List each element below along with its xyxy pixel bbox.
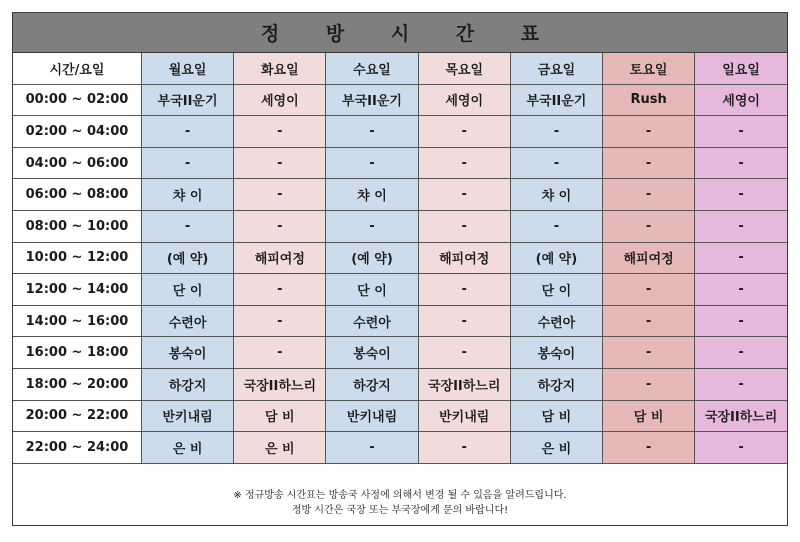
schedule-cell-sun: - — [695, 432, 787, 464]
time-column-header: 시간/요일 — [13, 53, 142, 84]
notice-line: 정방 시간은 국장 또는 부국장에게 문의 바랍니다! — [291, 504, 509, 516]
schedule-frame — [12, 12, 788, 526]
schedule-cell-fri: - — [510, 147, 602, 179]
schedule-cell-sun: 세영이 — [695, 84, 787, 116]
time-slot-cell: 02:00 ~ 04:00 — [13, 116, 142, 148]
table-row — [13, 305, 787, 337]
notice — [13, 480, 787, 525]
schedule-cell-thu: - — [418, 305, 510, 337]
schedule-cell-sat: - — [603, 116, 695, 148]
schedule-cell-mon: - — [142, 147, 234, 179]
schedule-cell-thu: - — [418, 147, 510, 179]
schedule-cell-sun: - — [695, 337, 787, 369]
schedule-cell-sat: 해피여정 — [603, 242, 695, 274]
schedule-cell-tue: - — [234, 210, 326, 242]
schedule-cell-thu: 세영이 — [418, 84, 510, 116]
schedule-cell-sun: - — [695, 274, 787, 306]
table-row — [13, 147, 787, 179]
schedule-cell-wed: 부국II운기 — [326, 84, 418, 116]
schedule-cell-mon: - — [142, 116, 234, 148]
schedule-cell-fri: 하강지 — [510, 368, 602, 400]
schedule-cell-sat: - — [603, 179, 695, 211]
time-slot-cell: 12:00 ~ 14:00 — [13, 274, 142, 306]
schedule-cell-thu: - — [418, 210, 510, 242]
schedule-cell-sun: - — [695, 242, 787, 274]
schedule-cell-tue: 담 비 — [234, 400, 326, 432]
schedule-cell-sat: - — [603, 368, 695, 400]
time-slot-cell: 20:00 ~ 22:00 — [13, 400, 142, 432]
schedule-cell-sun: - — [695, 210, 787, 242]
time-slot-cell: 14:00 ~ 16:00 — [13, 305, 142, 337]
time-slot-cell: 08:00 ~ 10:00 — [13, 210, 142, 242]
schedule-cell-mon: 부국II운기 — [142, 84, 234, 116]
schedule-cell-wed: 하강지 — [326, 368, 418, 400]
table-row — [13, 84, 787, 116]
schedule-cell-wed: 반키내림 — [326, 400, 418, 432]
time-slot-cell: 10:00 ~ 12:00 — [13, 242, 142, 274]
header-row — [13, 53, 787, 84]
table-row — [13, 432, 787, 464]
table-row — [13, 274, 787, 306]
schedule-cell-tue: - — [234, 305, 326, 337]
schedule-cell-tue: - — [234, 116, 326, 148]
schedule-cell-wed: 단 이 — [326, 274, 418, 306]
schedule-cell-mon: 봉숙이 — [142, 337, 234, 369]
day-header-sun: 일요일 — [695, 53, 787, 84]
time-slot-cell: 04:00 ~ 06:00 — [13, 147, 142, 179]
schedule-cell-wed: (예 약) — [326, 242, 418, 274]
schedule-cell-thu: - — [418, 116, 510, 148]
schedule-cell-thu: - — [418, 432, 510, 464]
time-slot-cell: 16:00 ~ 18:00 — [13, 337, 142, 369]
schedule-cell-tue: - — [234, 274, 326, 306]
schedule-cell-mon: - — [142, 210, 234, 242]
time-slot-cell: 06:00 ~ 08:00 — [13, 179, 142, 211]
schedule-table — [13, 53, 787, 464]
schedule-cell-mon: 챠 이 — [142, 179, 234, 211]
schedule-cell-sat: - — [603, 210, 695, 242]
schedule-cell-sat: - — [603, 432, 695, 464]
schedule-cell-tue: - — [234, 337, 326, 369]
schedule-cell-sun: - — [695, 368, 787, 400]
notice-line: ※ 정규방송 시간표는 방송국 사정에 의해서 변경 될 수 있음을 알려드립니다. — [233, 489, 567, 501]
schedule-cell-thu: 국장II하느리 — [418, 368, 510, 400]
time-slot-cell: 22:00 ~ 24:00 — [13, 432, 142, 464]
schedule-cell-tue: 국장II하느리 — [234, 368, 326, 400]
schedule-cell-tue: 세영이 — [234, 84, 326, 116]
schedule-cell-fri: (예 약) — [510, 242, 602, 274]
schedule-cell-fri: 챠 이 — [510, 179, 602, 211]
schedule-cell-thu: - — [418, 179, 510, 211]
schedule-cell-sun: - — [695, 305, 787, 337]
day-header-mon: 월요일 — [142, 53, 234, 84]
schedule-cell-wed: - — [326, 147, 418, 179]
schedule-cell-mon: 수련아 — [142, 305, 234, 337]
schedule-cell-tue: - — [234, 179, 326, 211]
schedule-cell-mon: (예 약) — [142, 242, 234, 274]
schedule-cell-sat: - — [603, 337, 695, 369]
schedule-cell-thu: - — [418, 337, 510, 369]
schedule-body — [13, 84, 787, 463]
schedule-cell-mon: 은 비 — [142, 432, 234, 464]
table-row — [13, 368, 787, 400]
schedule-cell-thu: 해피여정 — [418, 242, 510, 274]
schedule-cell-wed: - — [326, 210, 418, 242]
table-row — [13, 116, 787, 148]
day-header-sat: 토요일 — [603, 53, 695, 84]
schedule-cell-wed: - — [326, 116, 418, 148]
time-slot-cell: 00:00 ~ 02:00 — [13, 84, 142, 116]
schedule-cell-fri: 봉숙이 — [510, 337, 602, 369]
schedule-cell-wed: 수련아 — [326, 305, 418, 337]
schedule-cell-wed: 봉숙이 — [326, 337, 418, 369]
schedule-cell-tue: 해피여정 — [234, 242, 326, 274]
table-row — [13, 210, 787, 242]
schedule-cell-sun: - — [695, 147, 787, 179]
day-header-thu: 목요일 — [418, 53, 510, 84]
schedule-cell-thu: 반키내림 — [418, 400, 510, 432]
day-header-tue: 화요일 — [234, 53, 326, 84]
schedule-cell-fri: - — [510, 116, 602, 148]
title-bar — [13, 13, 787, 53]
schedule-cell-fri: 담 비 — [510, 400, 602, 432]
schedule-cell-fri: 은 비 — [510, 432, 602, 464]
time-slot-cell: 18:00 ~ 20:00 — [13, 368, 142, 400]
table-row — [13, 400, 787, 432]
page-title: 정 방 시 간 표 — [260, 23, 560, 45]
schedule-cell-sun: 국장II하느리 — [695, 400, 787, 432]
schedule-cell-sun: - — [695, 116, 787, 148]
schedule-cell-wed: - — [326, 432, 418, 464]
table-row — [13, 179, 787, 211]
schedule-cell-tue: 은 비 — [234, 432, 326, 464]
schedule-cell-sat: - — [603, 274, 695, 306]
schedule-cell-mon: 반키내림 — [142, 400, 234, 432]
schedule-cell-sat: - — [603, 147, 695, 179]
schedule-cell-tue: - — [234, 147, 326, 179]
schedule-cell-fri: 수련아 — [510, 305, 602, 337]
schedule-cell-sat: Rush — [603, 84, 695, 116]
schedule-cell-fri: 단 이 — [510, 274, 602, 306]
schedule-cell-sun: - — [695, 179, 787, 211]
day-header-fri: 금요일 — [510, 53, 602, 84]
schedule-cell-sat: 담 비 — [603, 400, 695, 432]
schedule-cell-mon: 하강지 — [142, 368, 234, 400]
table-row — [13, 337, 787, 369]
schedule-cell-mon: 단 이 — [142, 274, 234, 306]
schedule-cell-sat: - — [603, 305, 695, 337]
day-header-wed: 수요일 — [326, 53, 418, 84]
schedule-cell-thu: - — [418, 274, 510, 306]
schedule-cell-fri: - — [510, 210, 602, 242]
schedule-cell-fri: 부국II운기 — [510, 84, 602, 116]
table-row — [13, 242, 787, 274]
schedule-cell-wed: 챠 이 — [326, 179, 418, 211]
